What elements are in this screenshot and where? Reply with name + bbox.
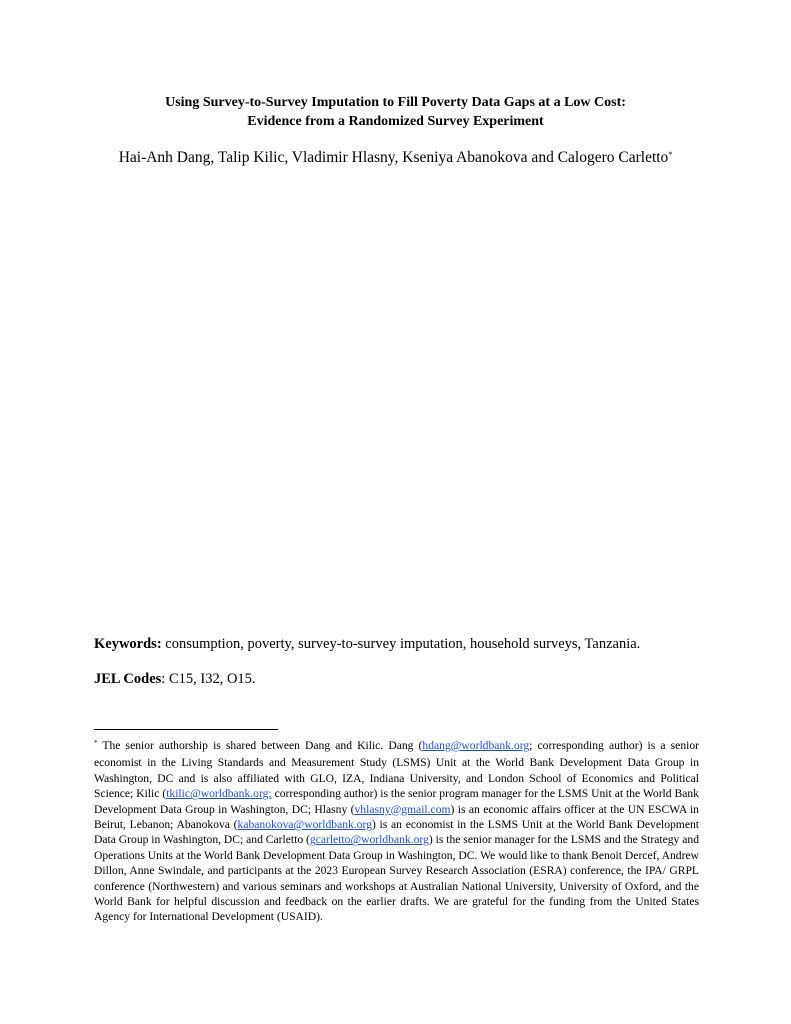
footnote-text-2: ; corresponding author) is a senior economist in the Living Standards and Measurement Study (LSMS) Unit at the World Bank Development Data Group in Washington, DC and is also affiliated with GLO, IZA, Indiana University, and London School of Economics and Political Science; Kilic ( <box>94 739 699 801</box>
paper-title-line-2: Evidence from a Randomized Survey Experiment <box>247 114 544 129</box>
paper-title-line-1: Using Survey-to-Survey Imputation to Fill Poverty Data Gaps at a Low Cost: <box>165 95 626 110</box>
email-link-abanokova[interactable]: kabanokova@worldbank.org <box>237 818 372 832</box>
keywords-line <box>94 634 640 654</box>
footnote-separator <box>94 729 278 730</box>
author-footnote-mark[interactable]: * <box>668 150 673 159</box>
author-names: Hai-Anh Dang, Talip Kilic, Vladimir Hlasny, Kseniya Abanokova and Calogero Carletto <box>118 149 669 166</box>
author-list <box>0 148 791 170</box>
footnote-text-6: ) is the senior manager for the LSMS and the Strategy and Operations Units at the World Bank Development Data Group in Washington, DC. We would like to thank Benoit Dercef, Andrew Dillon, Anne Swindale, and participants at the 2023 European Survey Research Association (ESRA) conference, the IPA/ GRPL conference (Northwestern) and various seminars and workshops at Australian National University, University of Oxford, and the World Bank for helpful discussion and feedback on the earlier drafts. We are grateful for the funding from the United States Agency for International Development (USAID). <box>94 833 699 924</box>
jel-codes-line <box>94 669 256 689</box>
footnote-mark: * <box>94 739 98 747</box>
footnote-text-1: The senior authorship is shared between Dang and Kilic. Dang ( <box>97 739 423 752</box>
footnote-text-5: ) is an economist in the LSMS Unit at the World Bank Development Data Group in Washington, DC; and Carletto ( <box>94 818 699 847</box>
footnote-text-3: corresponding author) is the senior program manager for the LSMS Unit at the World Bank Development Data Group in Washington, DC; Hlasny ( <box>94 787 699 816</box>
keywords-text: consumption, poverty, survey-to-survey imputation, household surveys, Tanzania. <box>161 636 641 652</box>
email-link-carletto[interactable]: gcarletto@worldbank.org <box>309 833 429 847</box>
jel-label: JEL Codes <box>94 671 162 687</box>
email-link-dang[interactable]: hdang@worldbank.org <box>422 739 530 752</box>
jel-text: : C15, I32, O15. <box>161 671 256 687</box>
footnote-text-4: ) is an economic affairs officer at the UN ESCWA in Beirut, Lebanon; Abanokova ( <box>94 802 699 832</box>
keywords-label: Keywords: <box>94 636 162 652</box>
author-footnote <box>94 738 699 925</box>
email-link-kilic[interactable]: tkilic@worldbank.org; <box>166 787 272 801</box>
email-link-hlasny[interactable]: vhlasny@gmail.com <box>354 802 451 816</box>
